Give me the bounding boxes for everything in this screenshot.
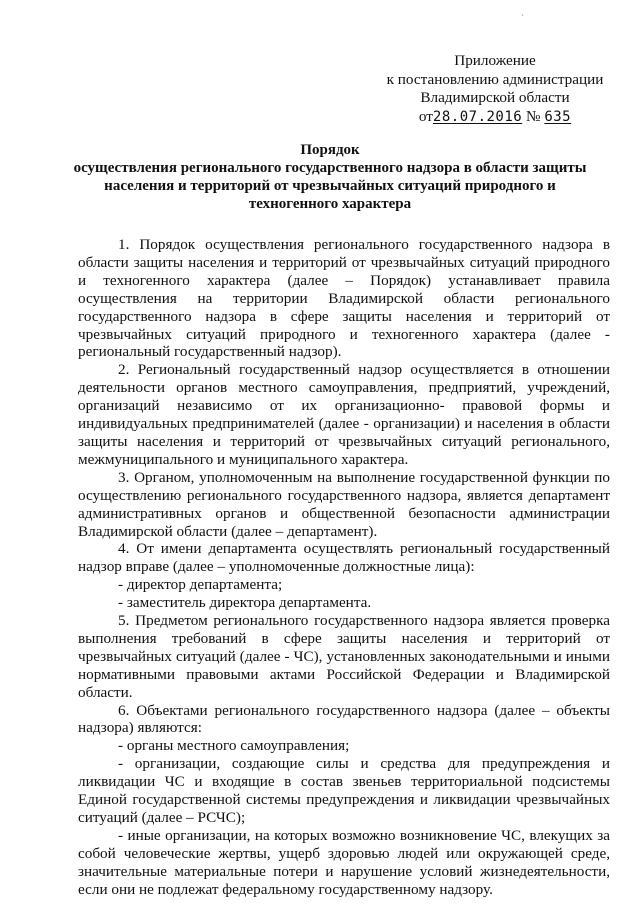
title-line-4: техногенного характера bbox=[248, 196, 412, 212]
document-body bbox=[78, 236, 610, 899]
title-line-1: Порядок bbox=[300, 142, 360, 158]
number-prefix: № bbox=[526, 107, 541, 125]
appendix-title: Приложение bbox=[454, 52, 536, 69]
title-line-2: осуществления регионального государственного надзора в области защиты bbox=[73, 160, 587, 176]
list-item-director: - директор департамента; bbox=[118, 576, 283, 594]
appendix-to: к постановлению администрации bbox=[386, 70, 604, 88]
list-item-other-organizations: - иные организации, на которых возможно возникновение ЧС, влекущих за собой человеческие жертвы, ущерб здоровью людей или окружающей среде, значительные материальные потери и нарушение условий жизнедеятельности, если они не подлежат федеральному государственному надзору. bbox=[78, 826, 610, 898]
paragraph-5: 5. Предметом регионального государственного надзора является проверка выполнения требований в сфере защиты населения и территорий от чрезвычайных ситуаций (далее - ЧС), установленных законодательными и иными нормативными правовыми актами Российской Федерации и Владимирской области. bbox=[78, 612, 610, 701]
paragraph-3: 3. Органом, уполномоченным на выполнение государственной функции по осуществлению регионального государственного надзора, является департамент административных органов и общественной безопасности администрации Владимирской области (далее – департамент). bbox=[78, 468, 610, 540]
title-line-3: населения и территорий от чрезвычайных ситуаций природного и bbox=[104, 178, 556, 194]
appendix-header bbox=[360, 52, 630, 126]
paragraph-4: 4. От имени департамента осуществлять региональный государственный надзор вправе (далее – уполномоченные должностные лица): bbox=[78, 540, 610, 576]
handwritten-date: 28.07.2016 bbox=[432, 108, 523, 125]
corner-mark: ` bbox=[521, 13, 524, 23]
appendix-date-line bbox=[360, 108, 630, 127]
list-item-local-government: - органы местного самоуправления; bbox=[118, 737, 350, 755]
document-title bbox=[40, 141, 620, 213]
list-item-organizations: - организации, создающие силы и средства для предупреждения и ликвидации ЧС и входящие в состав звеньев территориальной подсистемы Единой государственной системы предупреждения и ликвидации чрезвычайных ситуаций (далее – РСЧС); bbox=[78, 755, 610, 826]
list-item-deputy: - заместитель директора департамента. bbox=[118, 594, 372, 612]
paragraph-1: 1. Порядок осуществления регионального государственного надзора в области защиты населения и территорий от чрезвычайных ситуаций природного и техногенного характера (далее – Порядок) устанавливает правила осуществления на территории Владимирской области регионального государственного надзора в сфере защиты населения и территорий от чрезвычайных ситуаций природного и техногенного характера (далее - региональный государственный надзор). bbox=[78, 236, 610, 361]
paragraph-6: 6. Объектами регионального государственного надзора (далее – объекты надзора) являются: bbox=[78, 701, 610, 737]
date-prefix: от bbox=[418, 107, 433, 125]
handwritten-number: 635 bbox=[544, 108, 572, 125]
paragraph-2: 2. Региональный государственный надзор осуществляется в отношении деятельности органов местного самоуправления, предприятий, учреждений, организаций независимо от их организационно- правовой формы и индивидуальных предпринимателей (далее - организации) и населения в области защиты населения и территорий от чрезвычайных ситуаций регионального, межмуниципального и муниципального характера. bbox=[78, 361, 610, 468]
appendix-region: Владимирской области bbox=[420, 89, 570, 106]
